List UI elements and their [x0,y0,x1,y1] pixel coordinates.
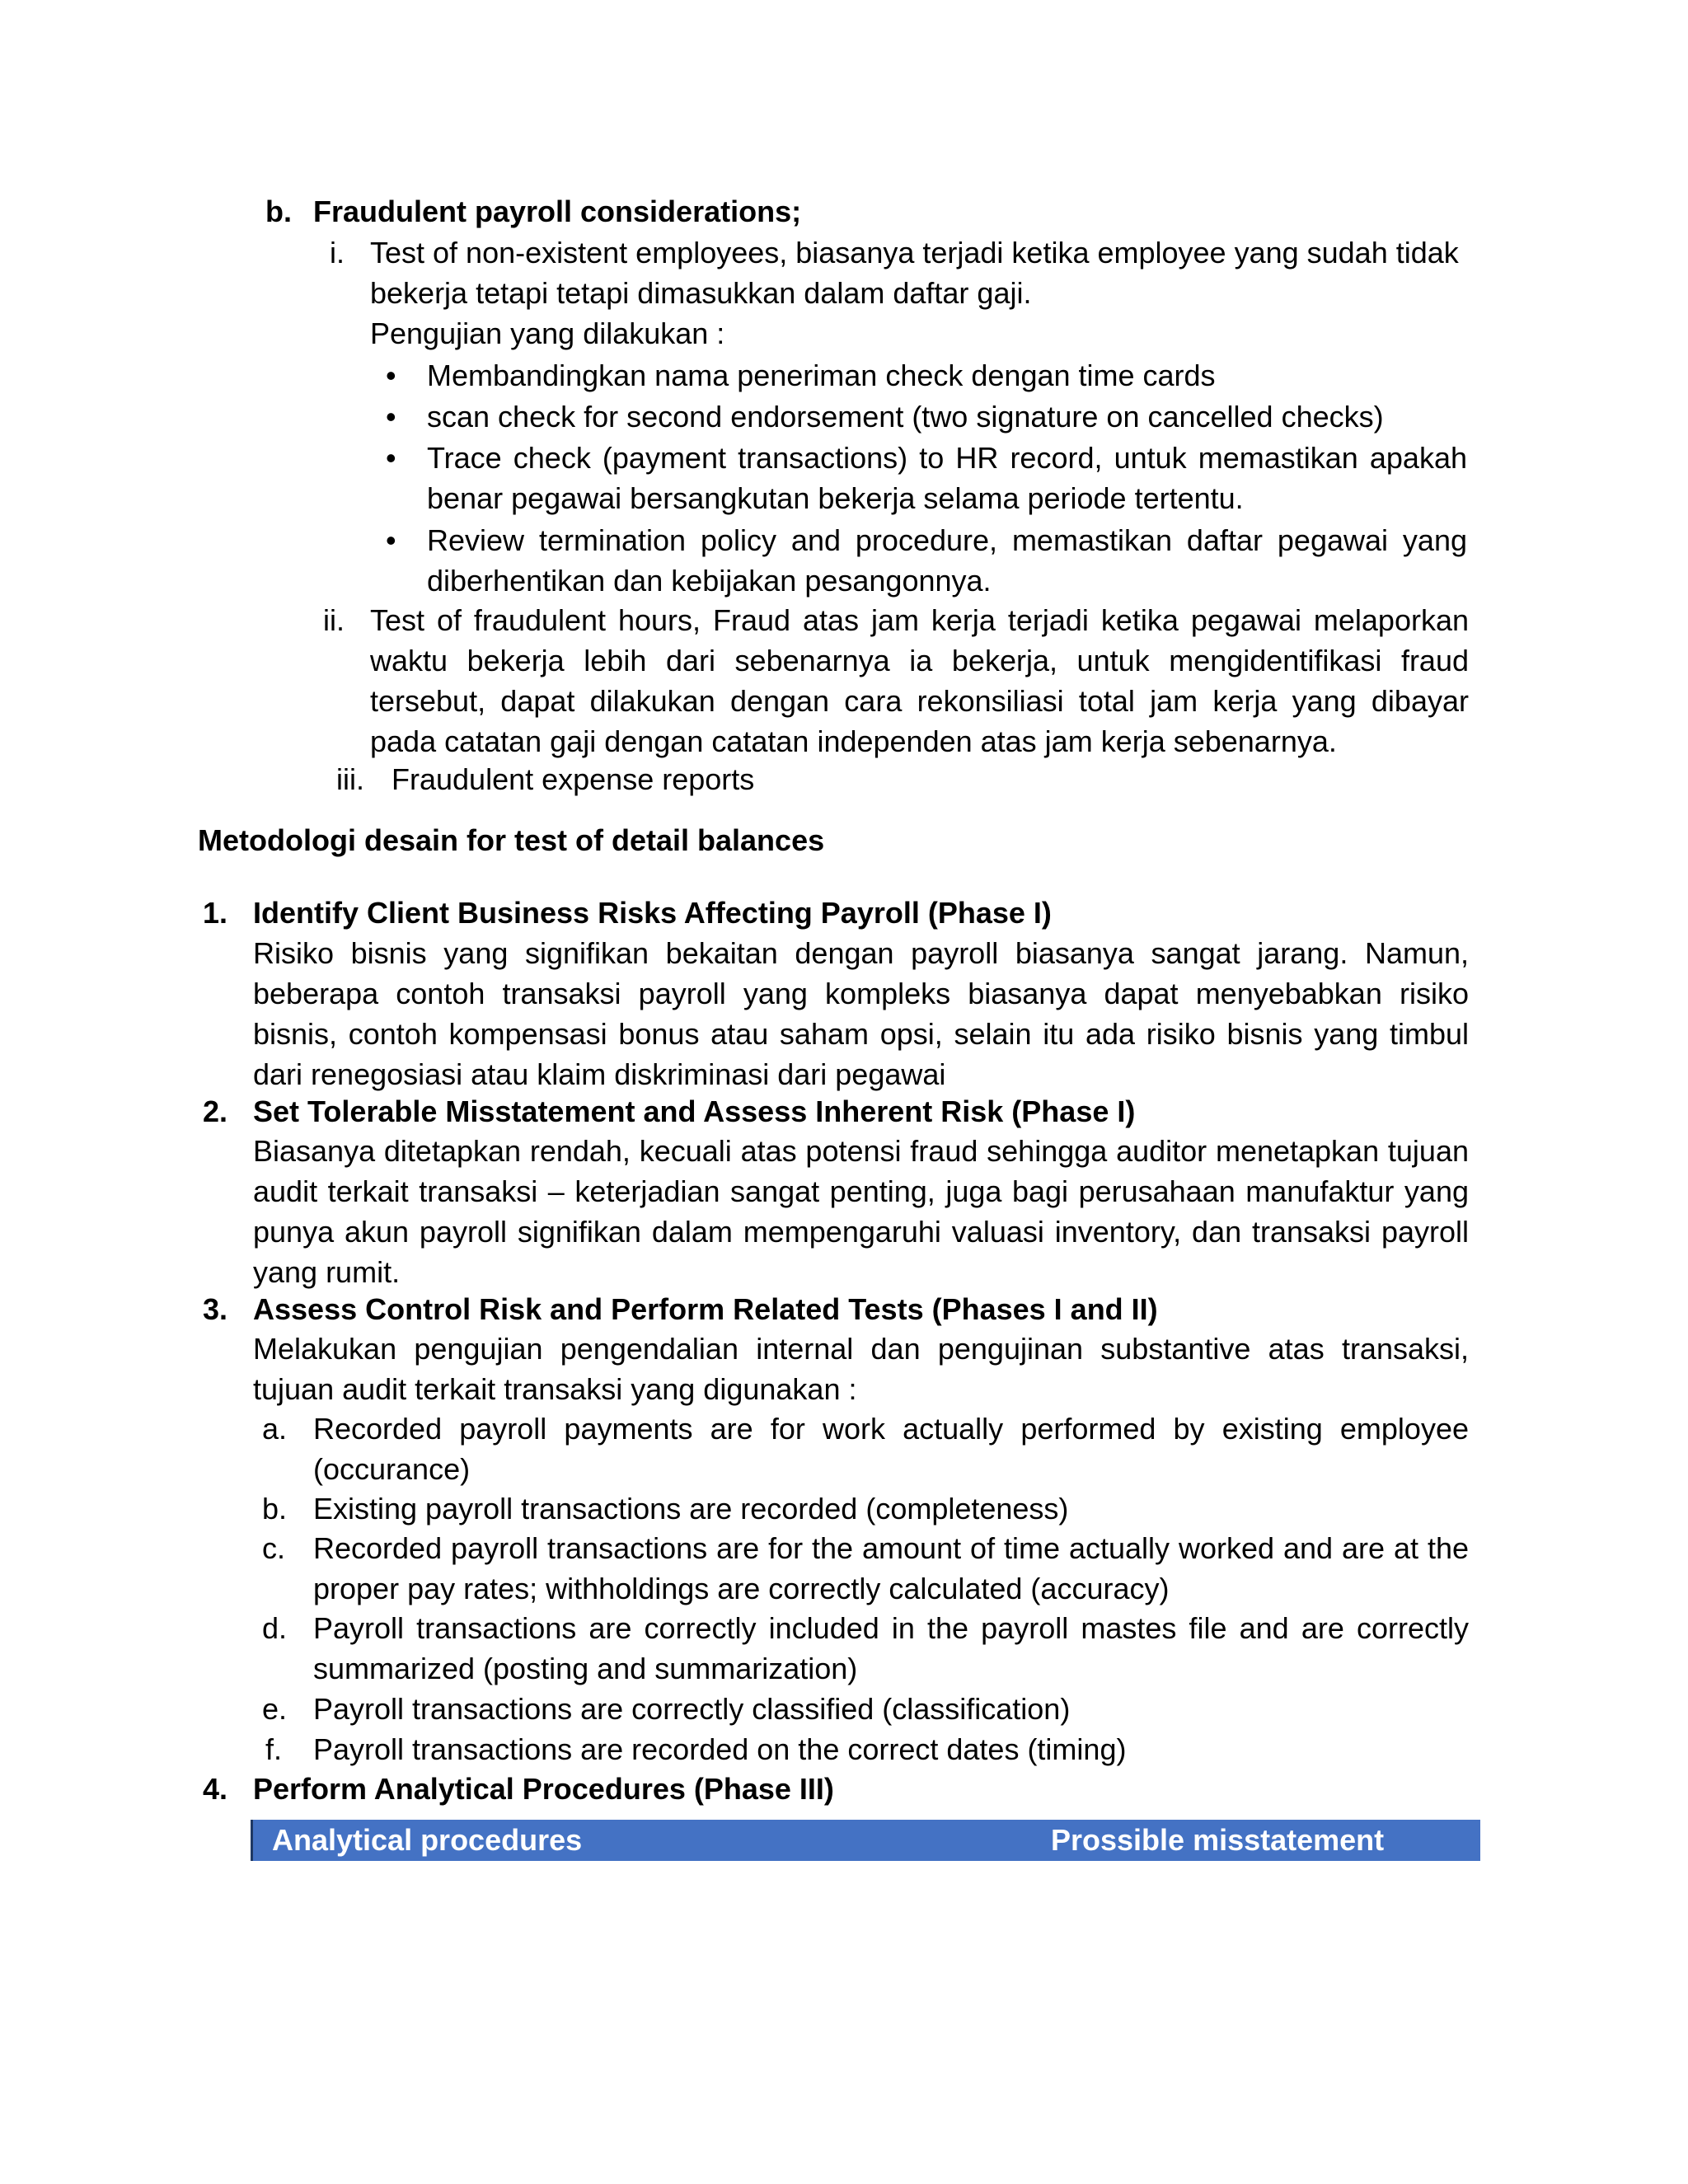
section-heading: Metodologi desain for test of detail balances [198,823,825,857]
step-4-marker: 4. [203,1772,228,1806]
step-3-marker: 3. [203,1292,228,1326]
step-1-text: Risiko bisnis yang signifikan bekaitan dengan payroll biasanya sangat jarang. Namun, beberapa contoh transaksi payroll yang kompleks biasanya dapat menyebabkan risiko bisnis, contoh kompensasi bonus atau saham opsi, selain itu ada risiko bisnis yang timbul dari renegosiasi atau klaim diskriminasi dari pegawai [253,936,1469,1091]
sub-item-marker: a. [262,1412,288,1446]
bullet-text: Trace check (payment transactions) to HR record, untuk memastikan apakah benar pegawai bersangkutan bekerja selama periode tertentu. [427,441,1467,515]
sub-item-marker: f. [265,1732,283,1766]
bullet-text: Membandingkan nama peneriman check dengan time cards [427,359,1216,392]
sub-item-text: Payroll transactions are correctly included in the payroll mastes file and are correctly summarized (posting and summarization) [313,1611,1469,1685]
step-2-title: Set Tolerable Misstatement and Assess Inherent Risk (Phase I) [253,1094,1136,1128]
step-2-text: Biasanya ditetapkan rendah, kecuali atas potensi fraud sehingga auditor menetapkan tujuan audit terkait transaksi – keterjadian sangat penting, juga bagi perusahaan manufaktur yang punya akun payroll signifikan dalam mempengaruhi valuasi inventory, dan transaksi payroll yang rumit. [253,1134,1469,1289]
sub-item-marker: e. [262,1692,288,1726]
bullet-icon: • [386,441,396,475]
item-i-line3: Pengujian yang dilakukan : [370,316,725,350]
sub-item-text: Payroll transactions are recorded on the correct dates (timing) [313,1732,1127,1766]
sub-item-text: Recorded payroll payments are for work actually performed by existing employee (occurance) [313,1412,1469,1486]
item-i-line2: bekerja tetapi tetapi dimasukkan dalam daftar gaji. [370,276,1032,310]
step-1-marker: 1. [203,896,228,930]
step-3-title: Assess Control Risk and Perform Related Tests (Phases I and II) [253,1292,1158,1326]
bullet-text: Review termination policy and procedure, memastikan daftar pegawai yang diberhentikan dan kebijakan pesangonnya. [427,523,1467,598]
item-ii-marker: ii. [323,603,345,637]
item-iii-text: Fraudulent expense reports [392,762,755,796]
sub-item-marker: b. [262,1492,288,1526]
bullet-icon: • [386,359,396,392]
bullet-icon: • [386,523,396,557]
sub-item-text: Existing payroll transactions are recorded (completeness) [313,1492,1069,1526]
step-1-title: Identify Client Business Risks Affecting Payroll (Phase I) [253,896,1052,930]
sub-item-text: Recorded payroll transactions are for the amount of time actually worked and are at the proper pay rates; withholdings are correctly calculated (accuracy) [313,1531,1469,1605]
sub-item-marker: d. [262,1611,288,1645]
step-2-marker: 2. [203,1094,228,1128]
item-ii-text: Test of fraudulent hours, Fraud atas jam kerja terjadi ketika pegawai melaporkan waktu bekerja lebih dari sebenarnya ia bekerja, untuk mengidentifikasi fraud tersebut, dapat dilakukan dengan cara rekonsiliasi total jam kerja yang dibayar pada catatan gaji dengan catatan independen atas jam kerja sebenarnya. [370,603,1469,758]
table-header-possible-misstatement: Prossible misstatement [1051,1823,1385,1857]
item-i-line1: Test of non-existent employees, biasanya terjadi ketika employee yang sudah tidak [370,236,1459,269]
sub-item-marker: c. [262,1531,286,1565]
step-4-title: Perform Analytical Procedures (Phase III) [253,1772,834,1806]
bullet-icon: • [386,400,396,434]
table-header-analytical-procedures: Analytical procedures [272,1823,583,1857]
item-iii-marker: iii. [336,762,364,796]
section-b-title: Fraudulent payroll considerations; [313,194,802,228]
item-i-marker: i. [330,236,345,269]
section-b-marker: b. [265,194,292,228]
step-3-text: Melakukan pengujian pengendalian internal dan pengujinan substantive atas transaksi, tujuan audit terkait transaksi yang digunakan : [253,1332,1469,1406]
sub-item-text: Payroll transactions are correctly classified (classification) [313,1692,1071,1726]
bullet-text: scan check for second endorsement (two signature on cancelled checks) [427,400,1384,434]
